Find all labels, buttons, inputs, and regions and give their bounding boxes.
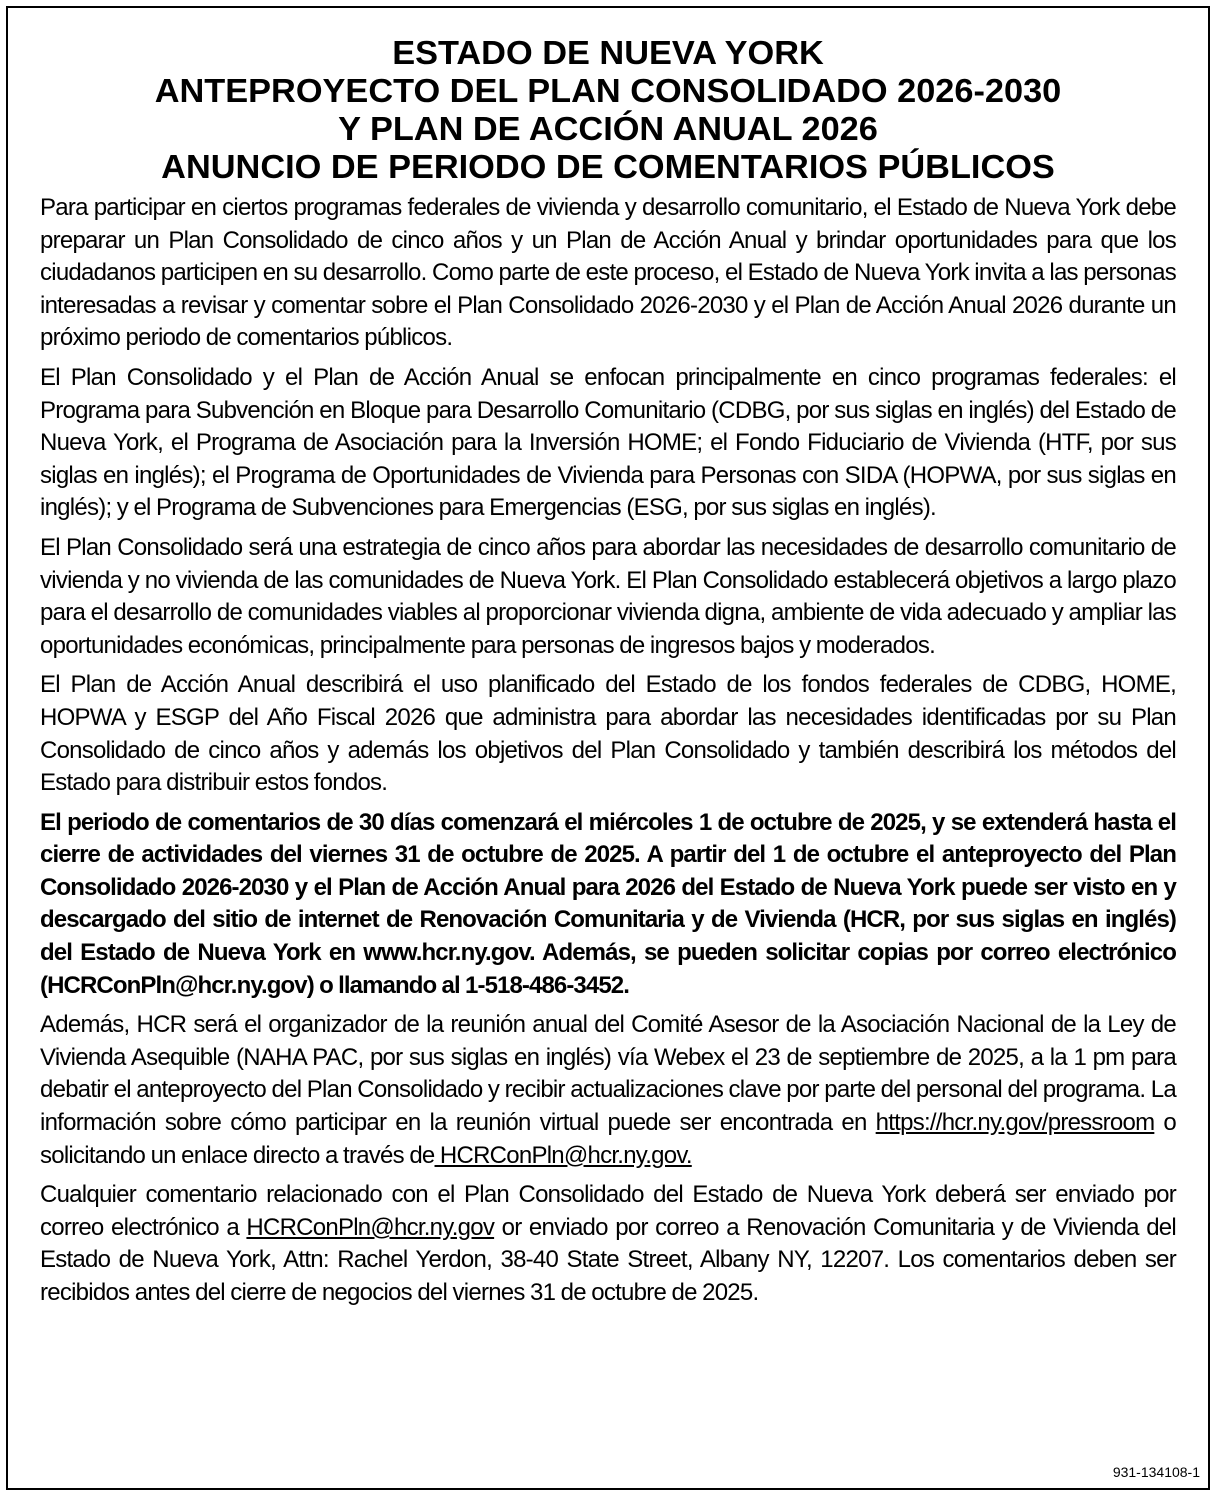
reference-number: 931-134108-1: [1112, 1464, 1200, 1480]
title-line-2: ANTEPROYECTO DEL PLAN CONSOLIDADO 2026-2030: [154, 72, 1062, 109]
public-notice: [6, 6, 1210, 1490]
paragraph-meeting: [40, 1009, 1176, 1172]
paragraph-consolidated-plan: El Plan Consolidado será una estrategia de cinco años para abordar las necesidades de desarrollo comunitario de vivienda y no vivienda de las comunidades de Nueva York. El Plan Consolidado establecerá objetivos a largo plazo para el desarrollo de comunidades viables al proporcionar vivienda digna, ambiente de vida adecuado y ampliar las oportunidades económicas, principalmente para personas de ingresos bajos y moderados.: [40, 533, 1176, 659]
paragraph-comment-period: El periodo de comentarios de 30 días comenzará el miércoles 1 de octubre de 2025, y se extenderá hasta el cierre de actividades del viernes 31 de octubre de 2025. A partir del 1 de octubre el anteproyecto del Plan Consolidado 2026-2030 y el Plan de Acción Anual para 2026 del Estado de Nueva York puede ser visto en y descargado del sitio de internet de Renovación Comunitaria y de Vivienda (HCR, por sus siglas en inglés) del Estado de Nueva York en www.hcr.ny.gov. Además, se pueden solicitar copias por correo electrónico (HCRConPln@hcr.ny.gov) o llamando al 1-518-486-3452.: [40, 808, 1176, 999]
email-link-meeting[interactable]: HCRConPln@hcr.ny.gov.: [434, 1141, 692, 1169]
comments-text: Cualquier comentario relacionado con el Plan Consolidado del Estado de Nueva York deberá ser enviado por correo electrónico a: [40, 1181, 1176, 1241]
paragraph-programs: El Plan Consolidado y el Plan de Acción Anual se enfocan principalmente en cinco programas federales: el Programa para Subvención en Bloque para Desarrollo Comunitario (CDBG, por sus siglas en inglés) del Estado de Nueva York, el Programa de Asociación para la Inversión HOME; el Fondo Fiduciario de Vivienda (HTF, por sus siglas en inglés); el Programa de Oportunidades de Vivienda para Personas con SIDA (HOPWA, por sus siglas en inglés); y el Programa de Subvenciones para Emergencias (ESG, por sus siglas en inglés).: [40, 363, 1176, 522]
email-link-comments[interactable]: HCRConPln@hcr.ny.gov: [246, 1213, 495, 1241]
paragraph-comments: [40, 1179, 1176, 1309]
comments-text-after: or enviado por correo a Renovación Comunitaria y de Vivienda del Estado de Nueva York, Attn: Rachel Yerdon, 38-40 State Street, Albany NY, 12207. Los comentarios deben ser recibidos antes del cierre de negocios del viernes 31 de octubre de 2025.: [40, 1213, 1176, 1306]
pressroom-link[interactable]: https://hcr.ny.gov/pressroom: [875, 1109, 1155, 1137]
paragraph-intro: Para participar en ciertos programas federales de vivienda y desarrollo comunitario, el Estado de Nueva York debe preparar un Plan Consolidado de cinco años y un Plan de Acción Anual y brindar oportunidades para que los ciudadanos participen en su desarrollo. Como parte de este proceso, el Estado de Nueva York invita a las personas interesadas a revisar y comentar sobre el Plan Consolidado 2026-2030 y el Plan de Acción Anual 2026 durante un próximo periodo de comentarios públicos.: [40, 194, 1176, 352]
meeting-text-middle: o solicitando un enlace directo a través de: [40, 1109, 1177, 1169]
title-line-4: ANUNCIO DE PERIODO DE COMENTARIOS PÚBLICOS: [161, 148, 1055, 185]
title-line-3: Y PLAN DE ACCIÓN ANUAL 2026: [338, 110, 878, 147]
notice-title: [17, 34, 1198, 186]
paragraph-action-plan: El Plan de Acción Anual describirá el uso planificado del Estado de los fondos federales de CDBG, HOME, HOPWA y ESGP del Año Fiscal 2026 que administra para abordar las necesidades identificadas por su Plan Consolidado de cinco años y además los objetivos del Plan Consolidado y también describirá los métodos del Estado para distribuir estos fondos.: [40, 671, 1176, 797]
title-line-1: ESTADO DE NUEVA YORK: [392, 34, 824, 71]
meeting-text: Además, HCR será el organizador de la reunión anual del Comité Asesor de la Asociación Nacional de la Ley de Vivienda Asequible (NAHA PAC, por sus siglas en inglés) vía Webex el 23 de septiembre de 2025, a la 1 pm para debatir el anteproyecto del Plan Consolidado y recibir actualizaciones clave por parte del personal del programa. La información sobre cómo participar en la reunión virtual puede ser encontrada en: [40, 1011, 1176, 1137]
